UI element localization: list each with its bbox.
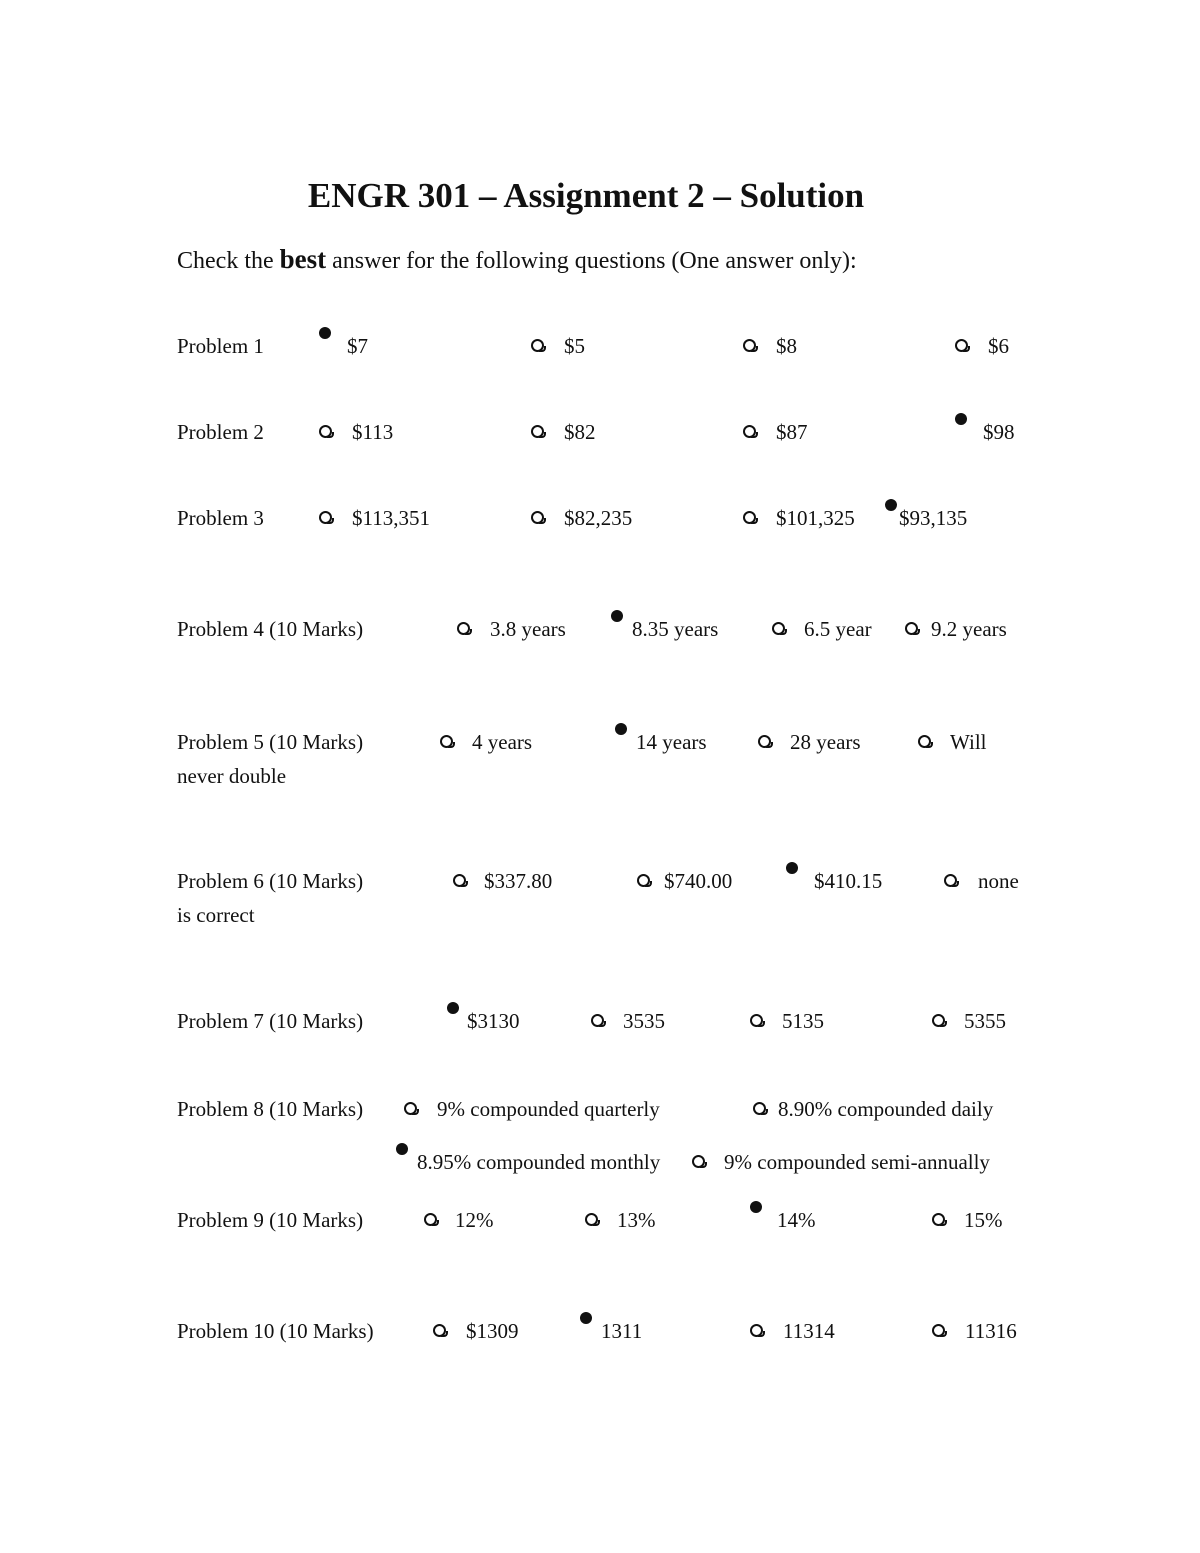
radio-empty-icon xyxy=(433,1324,446,1337)
option-label: $87 xyxy=(776,420,808,444)
radio-empty-icon xyxy=(944,874,957,887)
option-label: $410.15 xyxy=(814,869,883,893)
radio-empty-icon xyxy=(531,339,544,352)
problem-1-label: Problem 1 xyxy=(177,334,264,358)
radio-empty-icon xyxy=(440,735,453,748)
option-label: 14% xyxy=(777,1208,816,1232)
option-label: 1311 xyxy=(601,1319,643,1343)
option-label: 28 years xyxy=(790,730,861,754)
radio-empty-icon xyxy=(753,1102,766,1115)
radio-empty-icon xyxy=(319,511,332,524)
radio-selected-icon xyxy=(396,1143,408,1155)
problem-10-label: Problem 10 (10 Marks) xyxy=(177,1319,374,1343)
option-label: $93,135 xyxy=(899,506,968,530)
option-label: $98 xyxy=(983,420,1015,444)
option-label: $337.80 xyxy=(484,869,553,893)
option-label: $740.00 xyxy=(664,869,733,893)
radio-empty-icon xyxy=(319,425,332,438)
radio-empty-icon xyxy=(758,735,771,748)
problem-6-label: Problem 6 (10 Marks) xyxy=(177,869,364,893)
option-label: 13% xyxy=(617,1208,656,1232)
option-label: $5 xyxy=(564,334,585,358)
radio-empty-icon xyxy=(743,339,756,352)
radio-empty-icon xyxy=(772,622,785,635)
radio-empty-icon xyxy=(404,1102,417,1115)
radio-selected-icon xyxy=(786,862,798,874)
radio-empty-icon xyxy=(743,425,756,438)
radio-empty-icon xyxy=(531,425,544,438)
option-label: 11314 xyxy=(783,1319,835,1343)
radio-selected-icon xyxy=(319,327,331,339)
option-label: 9.2 years xyxy=(931,617,1007,641)
radio-empty-icon xyxy=(453,874,466,887)
option-label: $1309 xyxy=(466,1319,519,1343)
radio-empty-icon xyxy=(692,1155,705,1168)
option-label: 3.8 years xyxy=(490,617,566,641)
radio-selected-icon xyxy=(447,1002,459,1014)
radio-empty-icon xyxy=(932,1014,945,1027)
option-label: $3130 xyxy=(467,1009,520,1033)
problem-9-label: Problem 9 (10 Marks) xyxy=(177,1208,364,1232)
radio-selected-icon xyxy=(955,413,967,425)
radio-empty-icon xyxy=(585,1213,598,1226)
radio-selected-icon xyxy=(615,723,627,735)
instructions-text-end: answer for the following questions (One answer only): xyxy=(326,248,857,274)
option-label: $82,235 xyxy=(564,506,633,530)
problem-5-continuation: never double xyxy=(177,764,287,788)
option-label: $101,325 xyxy=(776,506,855,530)
radio-empty-icon xyxy=(591,1014,604,1027)
radio-empty-icon xyxy=(637,874,650,887)
radio-empty-icon xyxy=(531,511,544,524)
option-label: $8 xyxy=(776,334,797,358)
radio-empty-icon xyxy=(955,339,968,352)
radio-selected-icon xyxy=(750,1201,762,1213)
option-label: $113 xyxy=(352,420,394,444)
radio-empty-icon xyxy=(424,1213,437,1226)
radio-empty-icon xyxy=(918,735,931,748)
problem-5-label: Problem 5 (10 Marks) xyxy=(177,730,364,754)
radio-selected-icon xyxy=(611,610,623,622)
option-label: 4 years xyxy=(472,730,533,754)
option-label: $6 xyxy=(988,334,1009,358)
option-label: 5355 xyxy=(964,1009,1006,1033)
option-label: 11316 xyxy=(965,1319,1017,1343)
instructions-emphasis: best xyxy=(279,244,327,274)
instructions xyxy=(177,244,857,275)
radio-empty-icon xyxy=(905,622,918,635)
radio-empty-icon xyxy=(932,1324,945,1337)
option-label: 8.35 years xyxy=(632,617,719,641)
option-label: none xyxy=(978,869,1019,893)
problem-6-continuation: is correct xyxy=(177,903,255,927)
radio-empty-icon xyxy=(743,511,756,524)
option-label: 8.95% compounded monthly xyxy=(417,1150,661,1174)
option-label: 8.90% compounded daily xyxy=(778,1097,994,1121)
radio-selected-icon xyxy=(580,1312,592,1324)
option-label: 15% xyxy=(964,1208,1003,1232)
option-label: 3535 xyxy=(623,1009,665,1033)
page-title: ENGR 301 – Assignment 2 – Solution xyxy=(307,176,865,215)
option-label: $113,351 xyxy=(352,506,430,530)
radio-empty-icon xyxy=(932,1213,945,1226)
option-label: 6.5 year xyxy=(804,617,872,641)
radio-empty-icon xyxy=(750,1014,763,1027)
problem-3-label: Problem 3 xyxy=(177,506,264,530)
option-label: 14 years xyxy=(636,730,707,754)
radio-empty-icon xyxy=(750,1324,763,1337)
option-label: 9% compounded quarterly xyxy=(437,1097,660,1121)
option-label: 9% compounded semi-annually xyxy=(724,1150,990,1174)
problem-2-label: Problem 2 xyxy=(177,420,264,444)
radio-selected-icon xyxy=(885,499,897,511)
radio-empty-icon xyxy=(457,622,470,635)
option-label: $82 xyxy=(564,420,596,444)
instructions-text-start: Check the xyxy=(177,248,280,274)
option-label: $7 xyxy=(347,334,368,358)
problem-8-label: Problem 8 (10 Marks) xyxy=(177,1097,364,1121)
option-label: 5135 xyxy=(782,1009,824,1033)
option-label: Will xyxy=(950,730,987,754)
option-label: 12% xyxy=(455,1208,494,1232)
problem-4-label: Problem 4 (10 Marks) xyxy=(177,617,364,641)
problem-7-label: Problem 7 (10 Marks) xyxy=(177,1009,364,1033)
